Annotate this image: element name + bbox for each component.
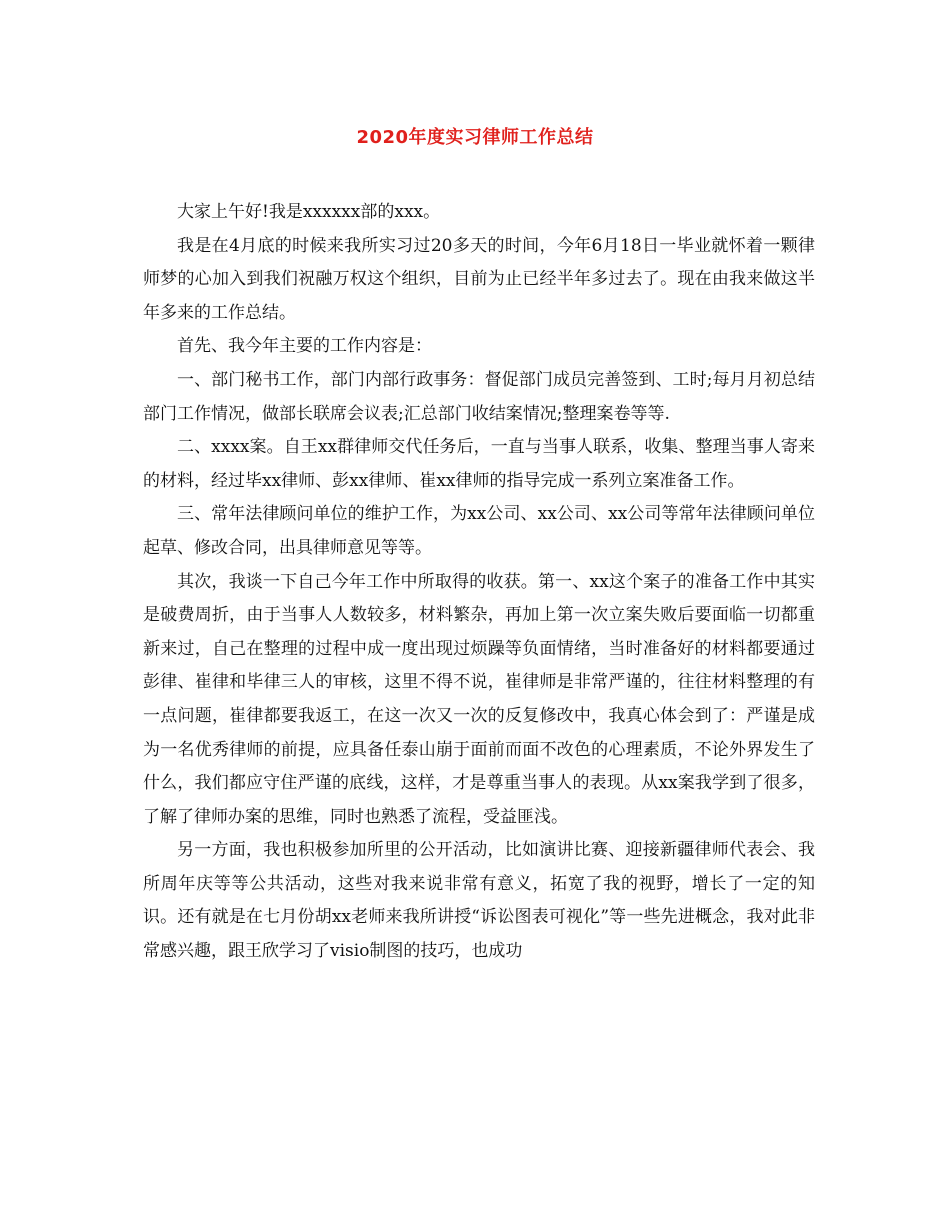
paragraph-greeting: 大家上午好!我是xxxxxx部的xxx。 [177, 202, 441, 222]
document-title: 2020年度实习律师工作总结 [356, 127, 594, 148]
paragraph-introduction: 我是在4月底的时候来我所实习过20多天的时间，今年6月18日一毕业就怀着一颗律师梦的心加入到我们祝融万权这个组织，目前为止已经半年多过去了。现在由我来做这半年多来的工作总结。 [143, 235, 815, 323]
document-body [143, 196, 815, 969]
paragraph-work-intro: 首先、我今年主要的工作内容是： [177, 336, 432, 357]
paragraph-work-item-1: 一、部门秘书工作，部门内部行政事务：督促部门成员完善签到、工时;每月月初总结部门工作情况，做部长联席会议表;汇总部门收结案情况;整理案卷等等. [143, 369, 815, 424]
paragraph-work-item-2: 二、xxxx案。自王xx群律师交代任务后，一直与当事人联系，收集、整理当事人寄来的材料，经过毕xx律师、彭xx律师、崔xx律师的指导完成一系列立案准备工作。 [143, 437, 815, 491]
paragraph-activities: 另一方面，我也积极参加所里的公开活动，比如演讲比赛、迎接新疆律师代表会、我所周年庆等等公共活动，这些对我来说非常有意义，拓宽了我的视野，增长了一定的知识。还有就是在七月份胡xx老师来我所讲授“诉讼图表可视化”等一些先进概念，我对此非常感兴趣，跟王欣学习了visio制图的技巧，也成功 [143, 840, 815, 962]
paragraph-gains: 其次，我谈一下自己今年工作中所取得的收获。第一、xx这个案子的准备工作中其实是破费周折，由于当事人人数较多，材料繁杂，再加上第一次立案失败后要面临一切都重新来过，自己在整理的过程中成一度出现过烦躁等负面情绪，当时准备好的材料都要通过彭律、崔律和毕律三人的审核，这里不得不说，崔律师是非常严谨的，往往材料整理的有一点问题，崔律都要我返工，在这一次又一次的反复修改中，我真心体会到了：严谨是成为一名优秀律师的前提，应具备任泰山崩于面前而面不改色的心理素质，不论外界发生了什么，我们都应守住严谨的底线，这样，才是尊重当事人的表现。从xx案我学到了很多，了解了律师办案的思维，同时也熟悉了流程，受益匪浅。 [143, 571, 815, 827]
paragraph-work-item-3: 三、常年法律顾问单位的维护工作，为xx公司、xx公司、xx公司等常年法律顾问单位起草、修改合同，出具律师意见等等。 [143, 504, 815, 558]
